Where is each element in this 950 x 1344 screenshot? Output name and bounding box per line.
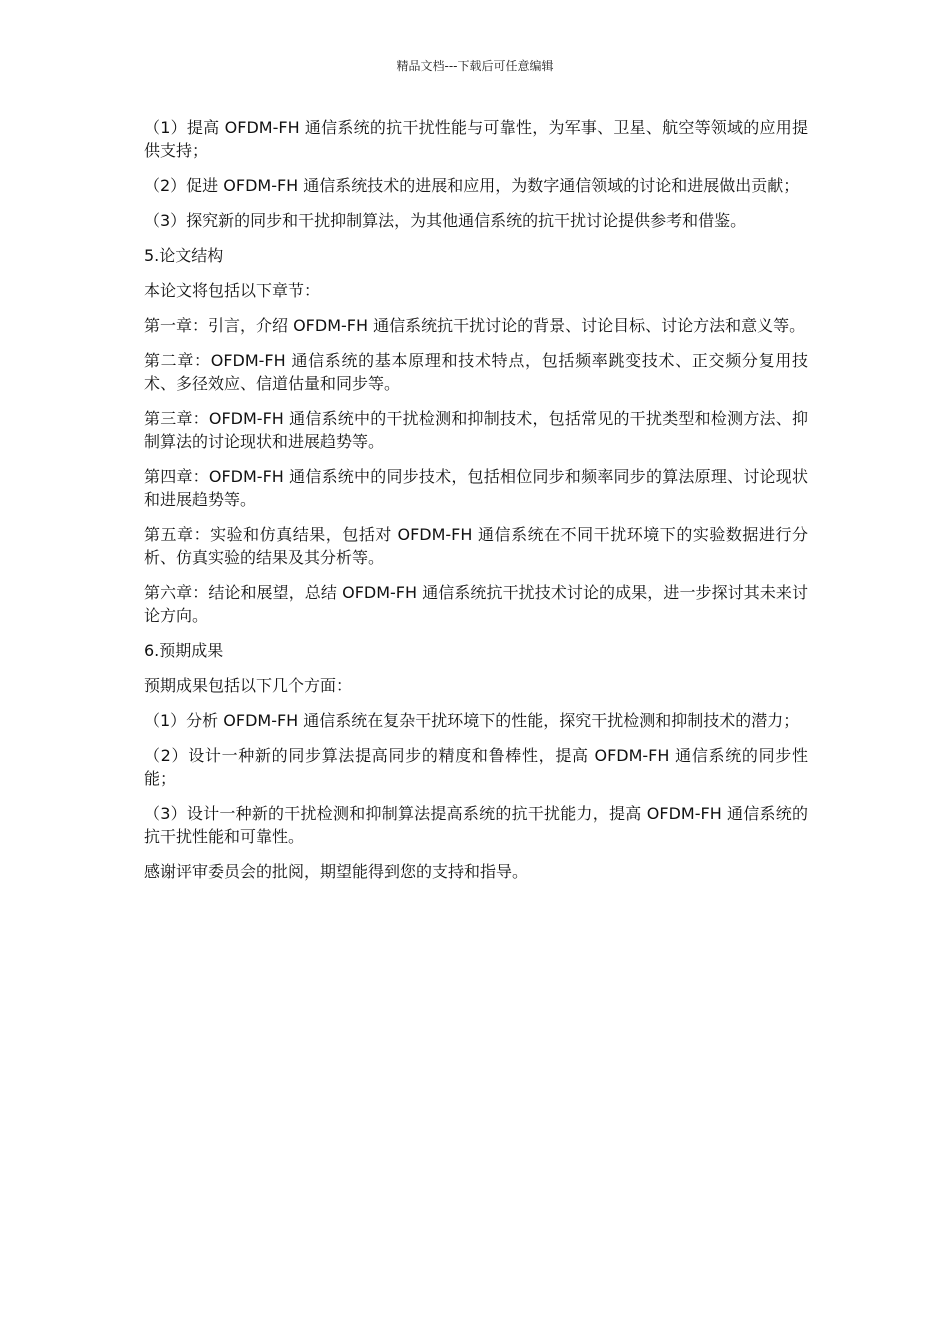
- paragraph-closing: 感谢评审委员会的批阅，期望能得到您的支持和指导。: [144, 862, 529, 881]
- paragraph-chapter-1: 第一章：引言，介绍 OFDM-FH 通信系统抗干扰讨论的背景、讨论目标、讨论方法和意义等。: [144, 316, 806, 335]
- section-heading-outcomes: 6.预期成果: [144, 641, 224, 660]
- paragraph-goal-2: （2）促进 OFDM-FH 通信系统技术的进展和应用，为数字通信领域的讨论和进展做出贡献；: [144, 176, 800, 195]
- paragraph-chapter-4: 第四章：OFDM-FH 通信系统中的同步技术，包括相位同步和频率同步的算法原理、讨论现状和进展趋势等。: [144, 467, 808, 509]
- paragraph-goal-3: （3）探究新的同步和干扰抑制算法，为其他通信系统的抗干扰讨论提供参考和借鉴。: [144, 211, 747, 230]
- paragraph-outcome-3: （3）设计一种新的干扰检测和抑制算法提高系统的抗干扰能力，提高 OFDM-FH 通信系统的抗干扰性能和可靠性。: [144, 804, 808, 846]
- paragraph-chapter-3: 第三章：OFDM-FH 通信系统中的干扰检测和抑制技术，包括常见的干扰类型和检测方法、抑制算法的讨论现状和进展趋势等。: [144, 409, 808, 451]
- paragraph-goal-1: （1）提高 OFDM-FH 通信系统的抗干扰性能与可靠性，为军事、卫星、航空等领域的应用提供支持；: [144, 118, 808, 160]
- paragraph-chapter-6: 第六章：结论和展望，总结 OFDM-FH 通信系统抗干扰技术讨论的成果，进一步探讨其未来讨论方向。: [144, 583, 808, 625]
- paragraph-structure-intro: 本论文将包括以下章节：: [144, 281, 321, 300]
- paragraph-chapter-5: 第五章：实验和仿真结果，包括对 OFDM-FH 通信系统在不同干扰环境下的实验数据进行分析、仿真实验的结果及其分析等。: [144, 525, 808, 567]
- paragraph-chapter-2: 第二章：OFDM-FH 通信系统的基本原理和技术特点，包括频率跳变技术、正交频分复用技术、多径效应、信道估量和同步等。: [144, 351, 808, 393]
- paragraph-outcome-2: （2）设计一种新的同步算法提高同步的精度和鲁棒性，提高 OFDM-FH 通信系统的同步性能；: [144, 746, 808, 788]
- paragraph-outcomes-intro: 预期成果包括以下几个方面：: [144, 676, 353, 695]
- section-heading-structure: 5.论文结构: [144, 246, 224, 265]
- page-header: 精品文档---下载后可任意编辑: [396, 59, 554, 73]
- document-body: [144, 116, 808, 895]
- paragraph-outcome-1: （1）分析 OFDM-FH 通信系统在复杂干扰环境下的性能，探究干扰检测和抑制技术的潜力；: [144, 711, 800, 730]
